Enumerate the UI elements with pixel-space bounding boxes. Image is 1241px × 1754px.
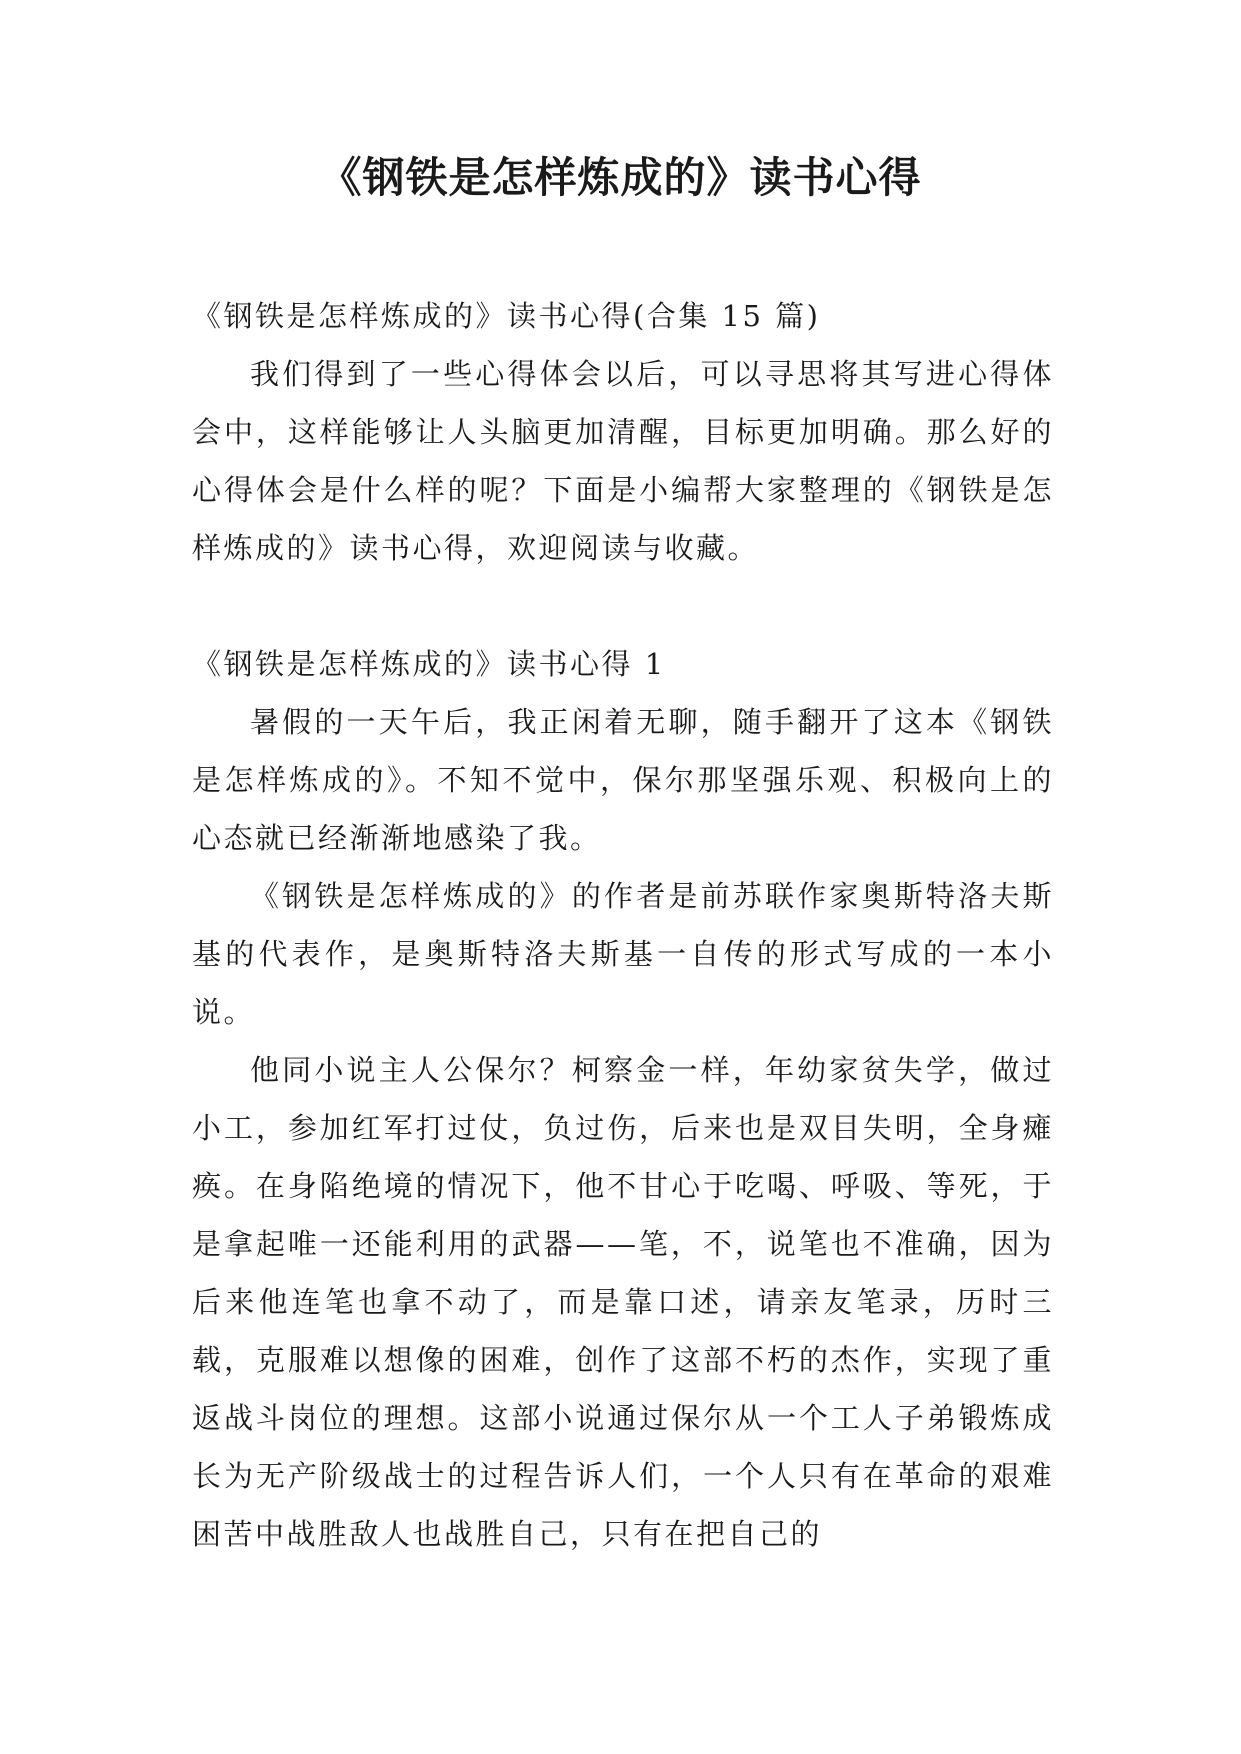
section-heading: 《钢铁是怎样炼成的》读书心得 1 <box>192 647 666 681</box>
section-spacer <box>192 577 1054 635</box>
collection-heading: 《钢铁是怎样炼成的》读书心得(合集 15 篇) <box>192 299 821 333</box>
intro-paragraph: 我们得到了一些心得体会以后，可以寻思将其写进心得体会中，这样能够让人头脑更加清醒，目标更加明确。那么好的心得体会是什么样的呢？下面是小编帮大家整理的《钢铁是怎样炼成的》读书心得，欢迎阅读与收藏。 <box>192 357 1054 565</box>
document-title: 《钢铁是怎样炼成的》读书心得 <box>319 153 922 202</box>
body-paragraph: 他同小说主人公保尔？柯察金一样，年幼家贫失学，做过小工，参加红军打过仗，负过伤，后来也是双目失明，全身瘫痪。在身陷绝境的情况下，他不甘心于吃喝、呼吸、等死，于是拿起唯一还能利用的武器——笔，不，说笔也不准确，因为后来他连笔也拿不动了，而是靠口述，请亲友笔录，历时三载，克服难以想像的困难，创作了这部不朽的杰作，实现了重返战斗岗位的理想。这部小说通过保尔从一个工人子弟锻炼成长为无产阶级战士的过程告诉人们，一个人只有在革命的艰难困苦中战胜敌人也战胜自己，只有在把自己的 <box>192 1053 1054 1551</box>
body-paragraph: 《钢铁是怎样炼成的》的作者是前苏联作家奥斯特洛夫斯基的代表作，是奥斯特洛夫斯基一自传的形式写成的一本小说。 <box>192 879 1054 1029</box>
document-body <box>192 287 1054 1563</box>
body-paragraph: 暑假的一天午后，我正闲着无聊，随手翻开了这本《钢铁是怎样炼成的》。不知不觉中，保尔那坚强乐观、积极向上的心态就已经渐渐地感染了我。 <box>192 705 1054 855</box>
